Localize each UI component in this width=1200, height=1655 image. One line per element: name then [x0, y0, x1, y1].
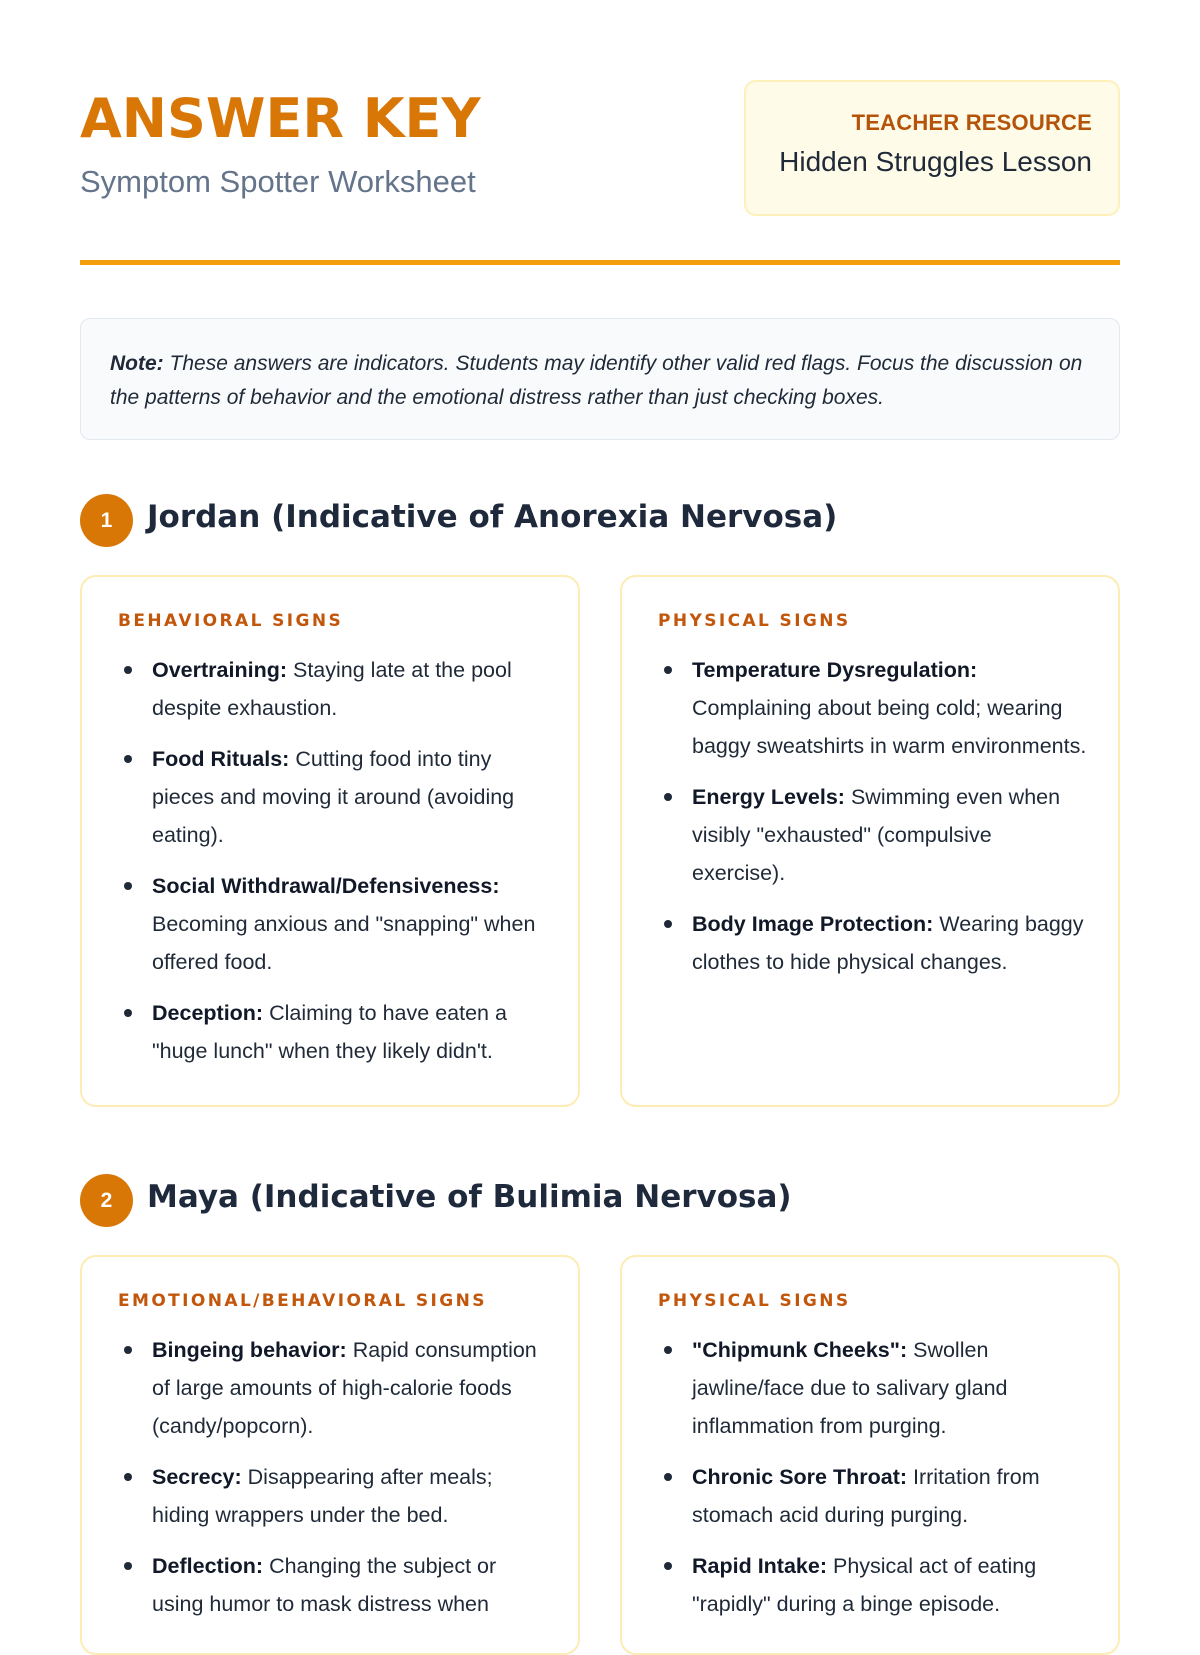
list-item — [658, 1547, 1088, 1623]
card-heading: BEHAVIORAL SIGNS — [118, 611, 344, 631]
item-text: Changing the subject or using humor to mask distress when — [152, 1554, 497, 1616]
resource-label: TEACHER RESOURCE — [851, 110, 1092, 135]
page-subtitle: Symptom Spotter Worksheet — [80, 164, 476, 199]
item-term: Rapid Intake: — [692, 1554, 827, 1578]
item-text: Rapid consumption of large amounts of high-calorie foods (candy/popcorn). — [152, 1338, 537, 1438]
section-number-badge: 2 — [80, 1174, 133, 1227]
page-title: ANSWER KEY — [80, 87, 481, 150]
item-term: Deflection: — [152, 1554, 264, 1578]
list-item — [118, 1331, 548, 1445]
item-term: Body Image Protection: — [692, 912, 934, 936]
resource-name: Hidden Struggles Lesson — [779, 146, 1092, 177]
list-item — [658, 1458, 1088, 1534]
card-heading: PHYSICAL SIGNS — [658, 1291, 851, 1311]
card-heading: PHYSICAL SIGNS — [658, 611, 851, 631]
list-item — [118, 867, 548, 981]
list-item — [118, 651, 548, 727]
item-term: Energy Levels: — [692, 785, 845, 809]
signs-list — [658, 651, 1088, 981]
list-item — [658, 905, 1088, 981]
section-header — [80, 494, 1120, 550]
item-text: Becoming anxious and "snapping" when offered food. — [152, 912, 536, 974]
note-label: Note: — [110, 352, 164, 375]
signs-card — [620, 575, 1120, 1107]
item-term: Food Rituals: — [152, 747, 290, 771]
section-header — [80, 1174, 1120, 1230]
teacher-note — [80, 318, 1120, 440]
list-item — [658, 651, 1088, 765]
signs-list — [118, 1331, 548, 1623]
list-item — [118, 994, 548, 1070]
item-term: Bingeing behavior: — [152, 1338, 347, 1362]
card-heading: EMOTIONAL/BEHAVIORAL SIGNS — [118, 1291, 487, 1311]
teacher-resource-badge — [744, 80, 1120, 216]
item-text: Cutting food into tiny pieces and moving it around (avoiding eating). — [152, 747, 515, 847]
signs-card — [620, 1255, 1120, 1655]
item-term: Overtraining: — [152, 658, 287, 682]
item-term: Chronic Sore Throat: — [692, 1465, 908, 1489]
item-term: Temperature Dysregulation: — [692, 658, 978, 682]
item-text: Swimming even when visibly "exhausted" (compulsive exercise). — [692, 785, 1061, 885]
item-text: Disappearing after meals; hiding wrappers under the bed. — [152, 1465, 493, 1527]
item-text: Complaining about being cold; wearing baggy sweatshirts in warm environments. — [692, 696, 1087, 758]
section-title: Jordan (Indicative of Anorexia Nervosa) — [147, 499, 838, 535]
item-term: Social Withdrawal/Defensiveness: — [152, 874, 500, 898]
list-item — [658, 1331, 1088, 1445]
list-item — [118, 1458, 548, 1534]
item-text: Physical act of eating "rapidly" during a binge episode. — [692, 1554, 1037, 1616]
item-text: Claiming to have eaten a "huge lunch" when they likely didn't. — [152, 1001, 507, 1063]
list-item — [118, 740, 548, 854]
section-title: Maya (Indicative of Bulimia Nervosa) — [147, 1179, 792, 1215]
signs-list — [118, 651, 548, 1070]
section-number-badge: 1 — [80, 494, 133, 547]
note-text: These answers are indicators. Students may identify other valid red flags. Focus the discussion on the patterns of behavior and the emotional distress rather than just checking boxes. — [110, 352, 1083, 409]
signs-card — [80, 575, 580, 1107]
item-text: Irritation from stomach acid during purging. — [692, 1465, 1040, 1527]
signs-list — [658, 1331, 1088, 1623]
item-text: Swollen jawline/face due to salivary gland inflammation from purging. — [692, 1338, 1008, 1438]
item-term: Secrecy: — [152, 1465, 242, 1489]
item-term: Deception: — [152, 1001, 264, 1025]
item-text: Wearing baggy clothes to hide physical changes. — [692, 912, 1084, 974]
item-text: Staying late at the pool despite exhaustion. — [152, 658, 512, 720]
page-header — [80, 80, 1120, 265]
signs-card — [80, 1255, 580, 1655]
list-item — [118, 1547, 548, 1623]
list-item — [658, 778, 1088, 892]
item-term: "Chipmunk Cheeks": — [692, 1338, 908, 1362]
